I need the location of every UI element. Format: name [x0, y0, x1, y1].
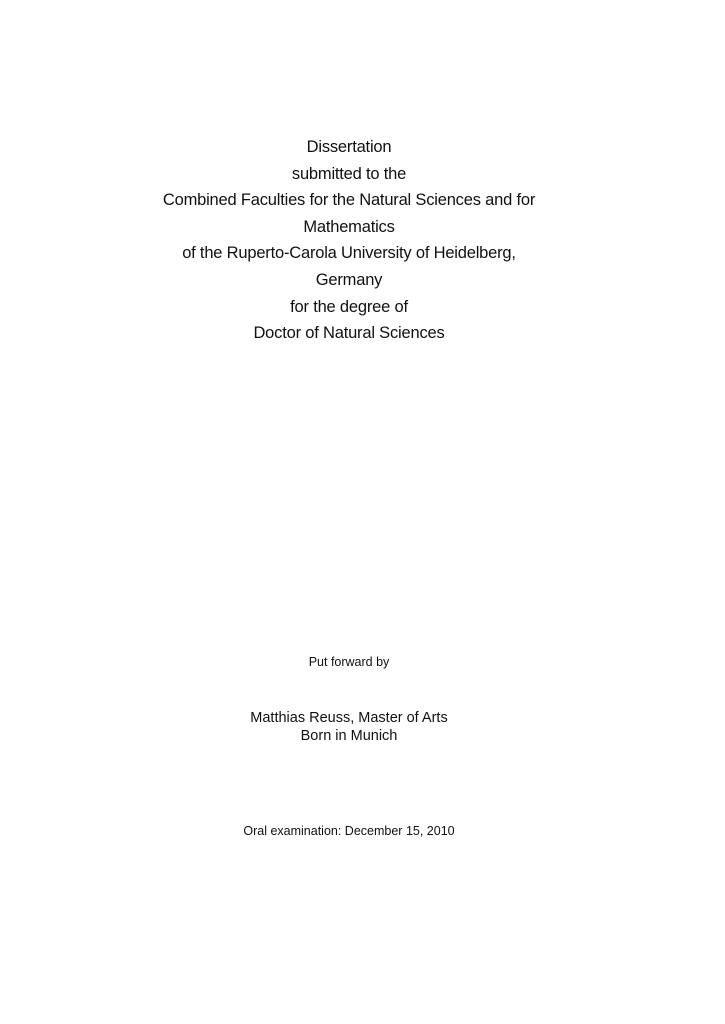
title-line-university: of the Ruperto-Carola University of Heidelberg,: [182, 244, 516, 263]
author-block: [0, 709, 698, 745]
title-line-country: Germany: [315, 270, 383, 289]
title-line-degree: Doctor of Natural Sciences: [253, 324, 445, 343]
title-line-submitted: submitted to the: [291, 164, 407, 183]
author-birthplace: Born in Munich: [300, 728, 398, 744]
oral-examination-date: Oral examination: December 15, 2010: [243, 824, 455, 838]
title-line-degree-intro: for the degree of: [290, 297, 408, 316]
author-name: Matthias Reuss, Master of Arts: [250, 710, 448, 726]
dissertation-statement: [0, 134, 698, 347]
put-forward-label: Put forward by: [308, 655, 390, 669]
title-line-dissertation: Dissertation: [306, 138, 392, 156]
title-line-mathematics: Mathematics: [303, 217, 395, 236]
title-line-faculties: Combined Faculties for the Natural Sciences and for: [162, 191, 536, 210]
